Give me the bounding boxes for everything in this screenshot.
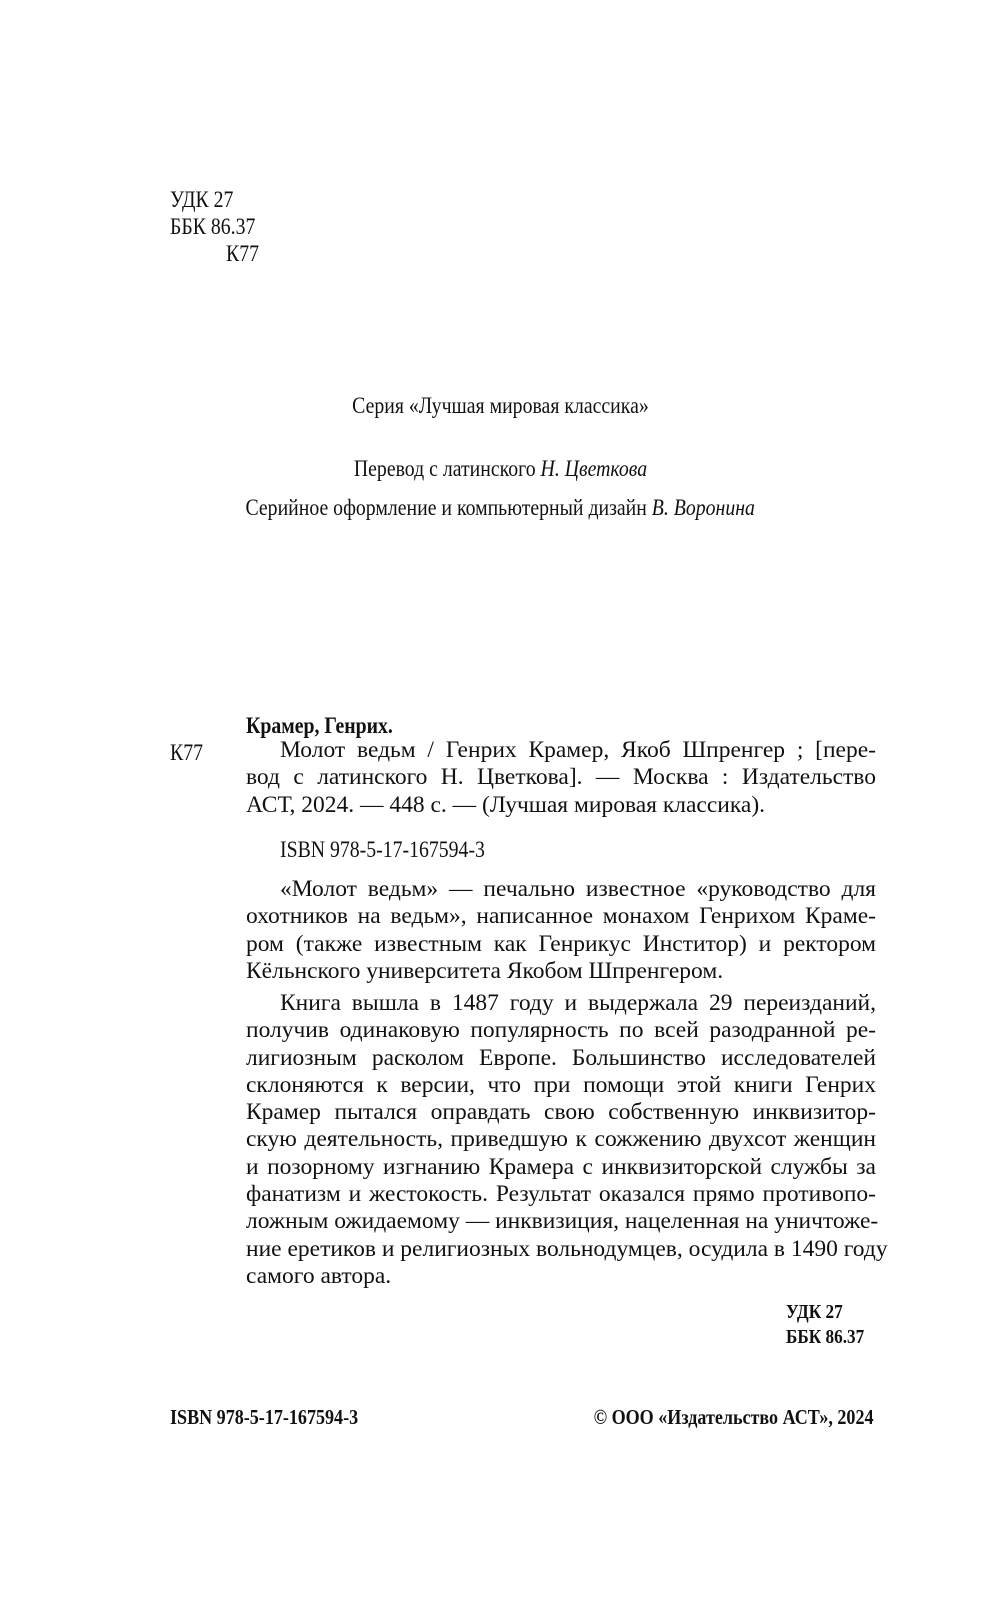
catalog-description (246, 737, 876, 819)
catalog-author-heading: Крамер, Генрих. (246, 713, 393, 738)
annotation-line: «Молот ведьм» — печально известное «руководство для (280, 876, 876, 902)
designer-name: В. Воронина (651, 495, 755, 520)
annotation-line: Кёльнского университета Якобом Шпренгером. (246, 957, 724, 984)
annotation-line: склоняются к версии, что при помощи этой книги Генрих (246, 1071, 876, 1098)
annotation-line: Крамер пытался оправдать свою собственную инквизитор- (246, 1099, 876, 1126)
bbk-code-bottom: ББК 86.37 (786, 1326, 865, 1348)
annotation-line: Книга вышла в 1487 году и выдержала 29 переизданий, (280, 990, 876, 1016)
catalog-description-line: Молот ведьм / Генрих Крамер, Якоб Шпренгер ; [пере- (280, 737, 876, 763)
annotation-line: ние еретиков и религиозных вольнодумцев, осудила в 1490 году (246, 1235, 888, 1262)
annotation-line: охотников на ведьм», написанное монахом Генрихом Краме- (246, 903, 876, 930)
annotation-line: скую деятельность, приведшую к сожжению двухсот женщин (246, 1126, 876, 1153)
annotation-line: лигиозным расколом Европе. Большинство исследователей (246, 1044, 876, 1071)
annotation-line: получив одинаковую популярность по всей разодранной ре- (246, 1017, 876, 1044)
udk-code-top: УДК 27 (170, 187, 234, 212)
footer-copyright: © ООО «Издательство АСТ», 2024 (594, 1405, 874, 1429)
footer-isbn: ISBN 978-5-17-167594-3 (170, 1405, 359, 1429)
annotation-paragraph-1 (246, 876, 876, 985)
translation-prefix: Перевод с латинского (353, 456, 536, 481)
series-line: Серия «Лучшая мировая классика» (351, 393, 649, 418)
annotation-line: и позорному изгнанию Крамера с инквизиторской службы за (246, 1153, 876, 1180)
annotation-line: самого автора. (246, 1262, 392, 1289)
translation-credit (0, 455, 1000, 482)
design-credit (0, 494, 1000, 521)
udk-code-bottom: УДК 27 (786, 1301, 843, 1323)
catalog-isbn: ISBN 978-5-17-167594-3 (280, 837, 485, 862)
bbk-code-top: ББК 86.37 (170, 214, 256, 239)
annotation-line: ложным ожидаемому — инквизиция, нацеленная на уничтоже- (246, 1208, 879, 1235)
catalog-description-line: АСТ, 2024. — 448 с. — (Лучшая мировая классика). (246, 791, 766, 818)
catalog-author-mark: К77 (170, 740, 203, 765)
annotation-line: фанатизм и жестокость. Результат оказался прямо противопо- (246, 1181, 876, 1208)
design-prefix: Серийное оформление и компьютерный дизайн (245, 495, 647, 520)
annotation-line: ром (также известным как Генрикус Инститор) и ректором (246, 930, 876, 957)
annotation-paragraph-2 (246, 990, 888, 1290)
translator-name: Н. Цветкова (540, 456, 647, 481)
catalog-description-line: вод с латинского Н. Цветкова]. — Москва : Издательство (246, 764, 876, 791)
author-mark-top: К77 (226, 241, 259, 266)
